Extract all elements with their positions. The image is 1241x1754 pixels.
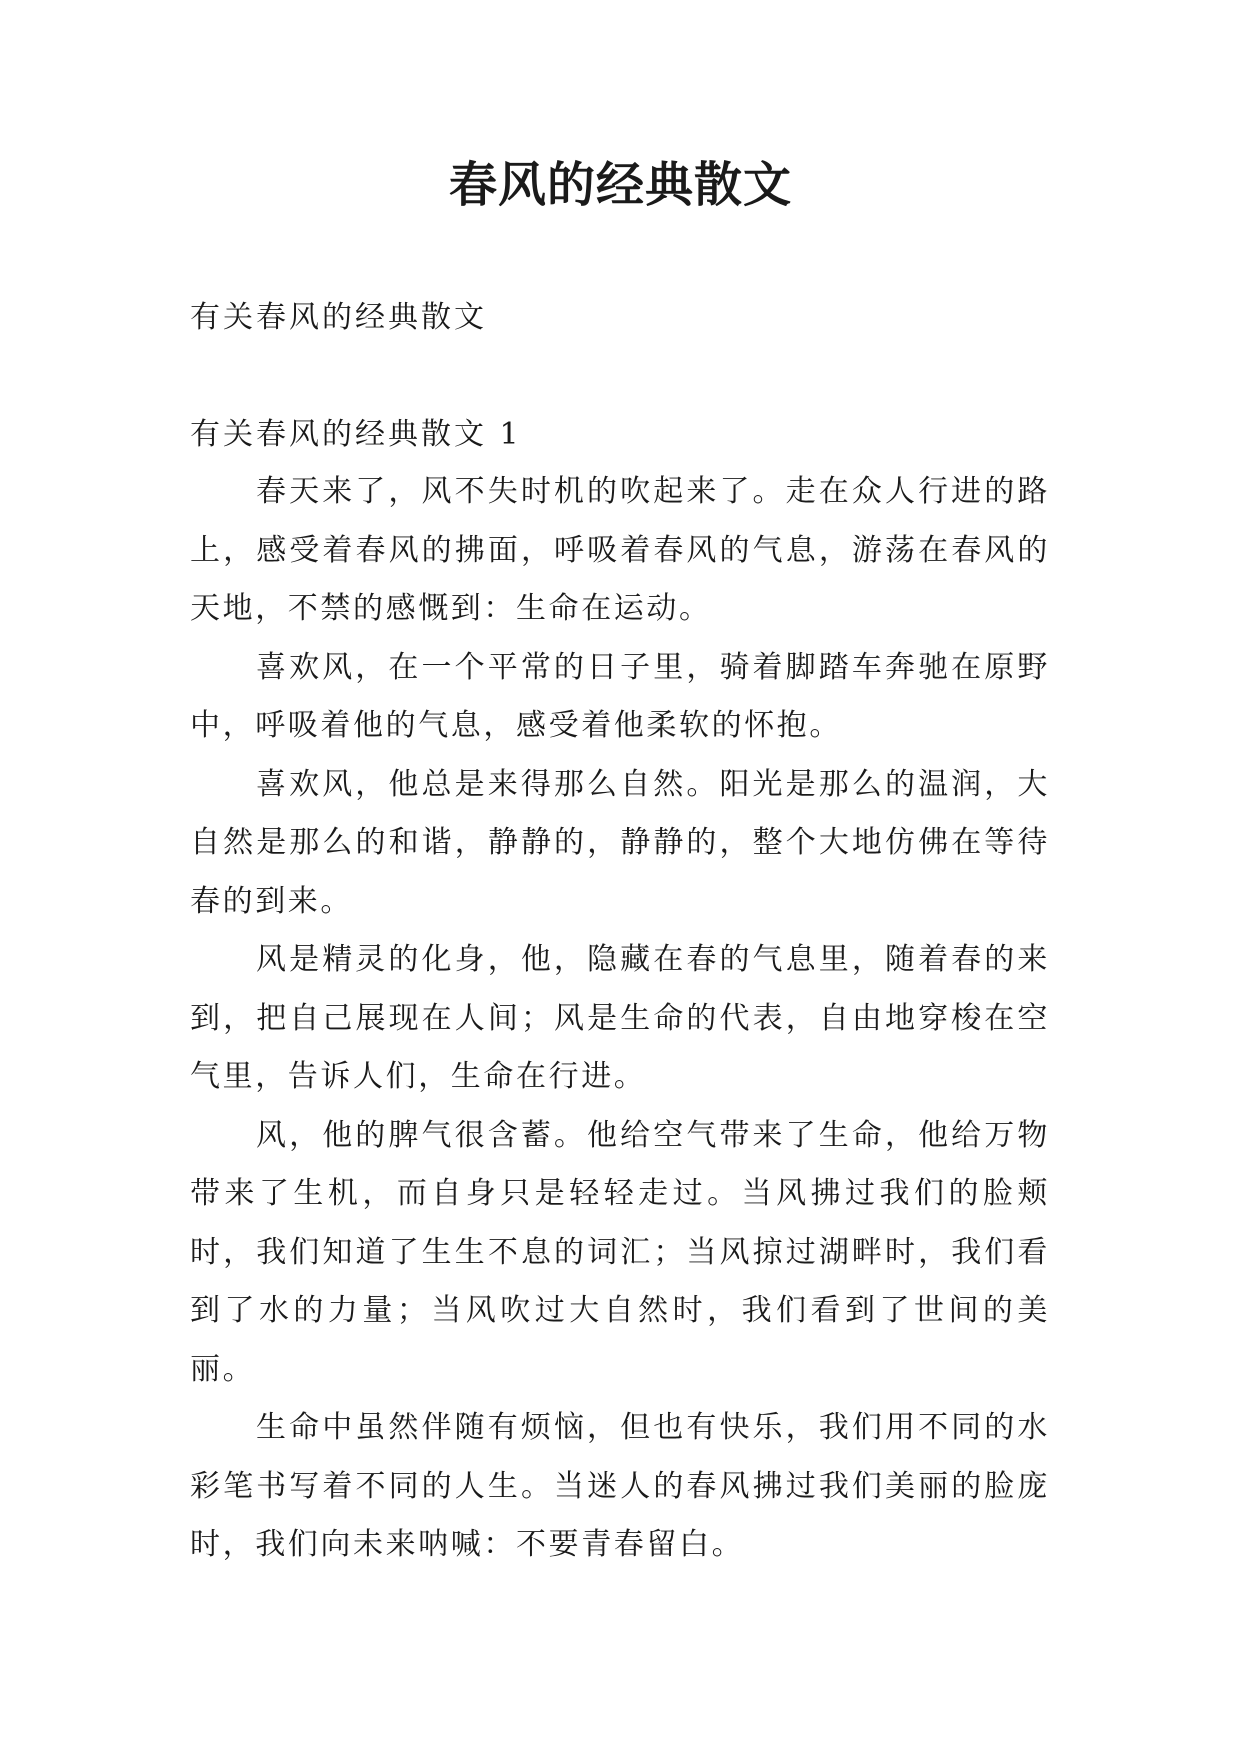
paragraph-3: 喜欢风，他总是来得那么自然。阳光是那么的温润，大自然是那么的和谐，静静的，静静的，整个大地仿佛在等待春的到来。 <box>190 766 1050 919</box>
document-subtitle: 有关春风的经典散文 <box>190 300 487 335</box>
paragraph-6: 生命中虽然伴随有烦恼，但也有快乐，我们用不同的水彩笔书写着不同的人生。当迷人的春风拂过我们美丽的脸庞时，我们向未来呐喊：不要青春留白。 <box>190 1410 1050 1562</box>
document-title: 春风的经典散文 <box>448 157 792 213</box>
paragraph-1: 春天来了，风不失时机的吹起来了。走在众人行进的路上，感受着春风的拂面，呼吸着春风的气息，游荡在春风的天地，不禁的感慨到：生命在运动。 <box>190 474 1050 626</box>
section-heading: 有关春风的经典散文 1 <box>190 417 522 452</box>
essay-body <box>190 463 1050 1575</box>
paragraph-4: 风是精灵的化身，他，隐藏在春的气息里，随着春的来到，把自己展现在人间；风是生命的代表，自由地穿梭在空气里，告诉人们，生命在行进。 <box>190 942 1050 1094</box>
paragraph-5: 风，他的脾气很含蓄。他给空气带来了生命，他给万物带来了生机，而自身只是轻轻走过。当风拂过我们的脸颊时，我们知道了生生不息的词汇；当风掠过湖畔时，我们看到了水的力量；当风吹过大自然时，我们看到了世间的美丽。 <box>190 1117 1050 1387</box>
paragraph-2: 喜欢风，在一个平常的日子里，骑着脚踏车奔驰在原野中，呼吸着他的气息，感受着他柔软的怀抱。 <box>190 649 1050 743</box>
